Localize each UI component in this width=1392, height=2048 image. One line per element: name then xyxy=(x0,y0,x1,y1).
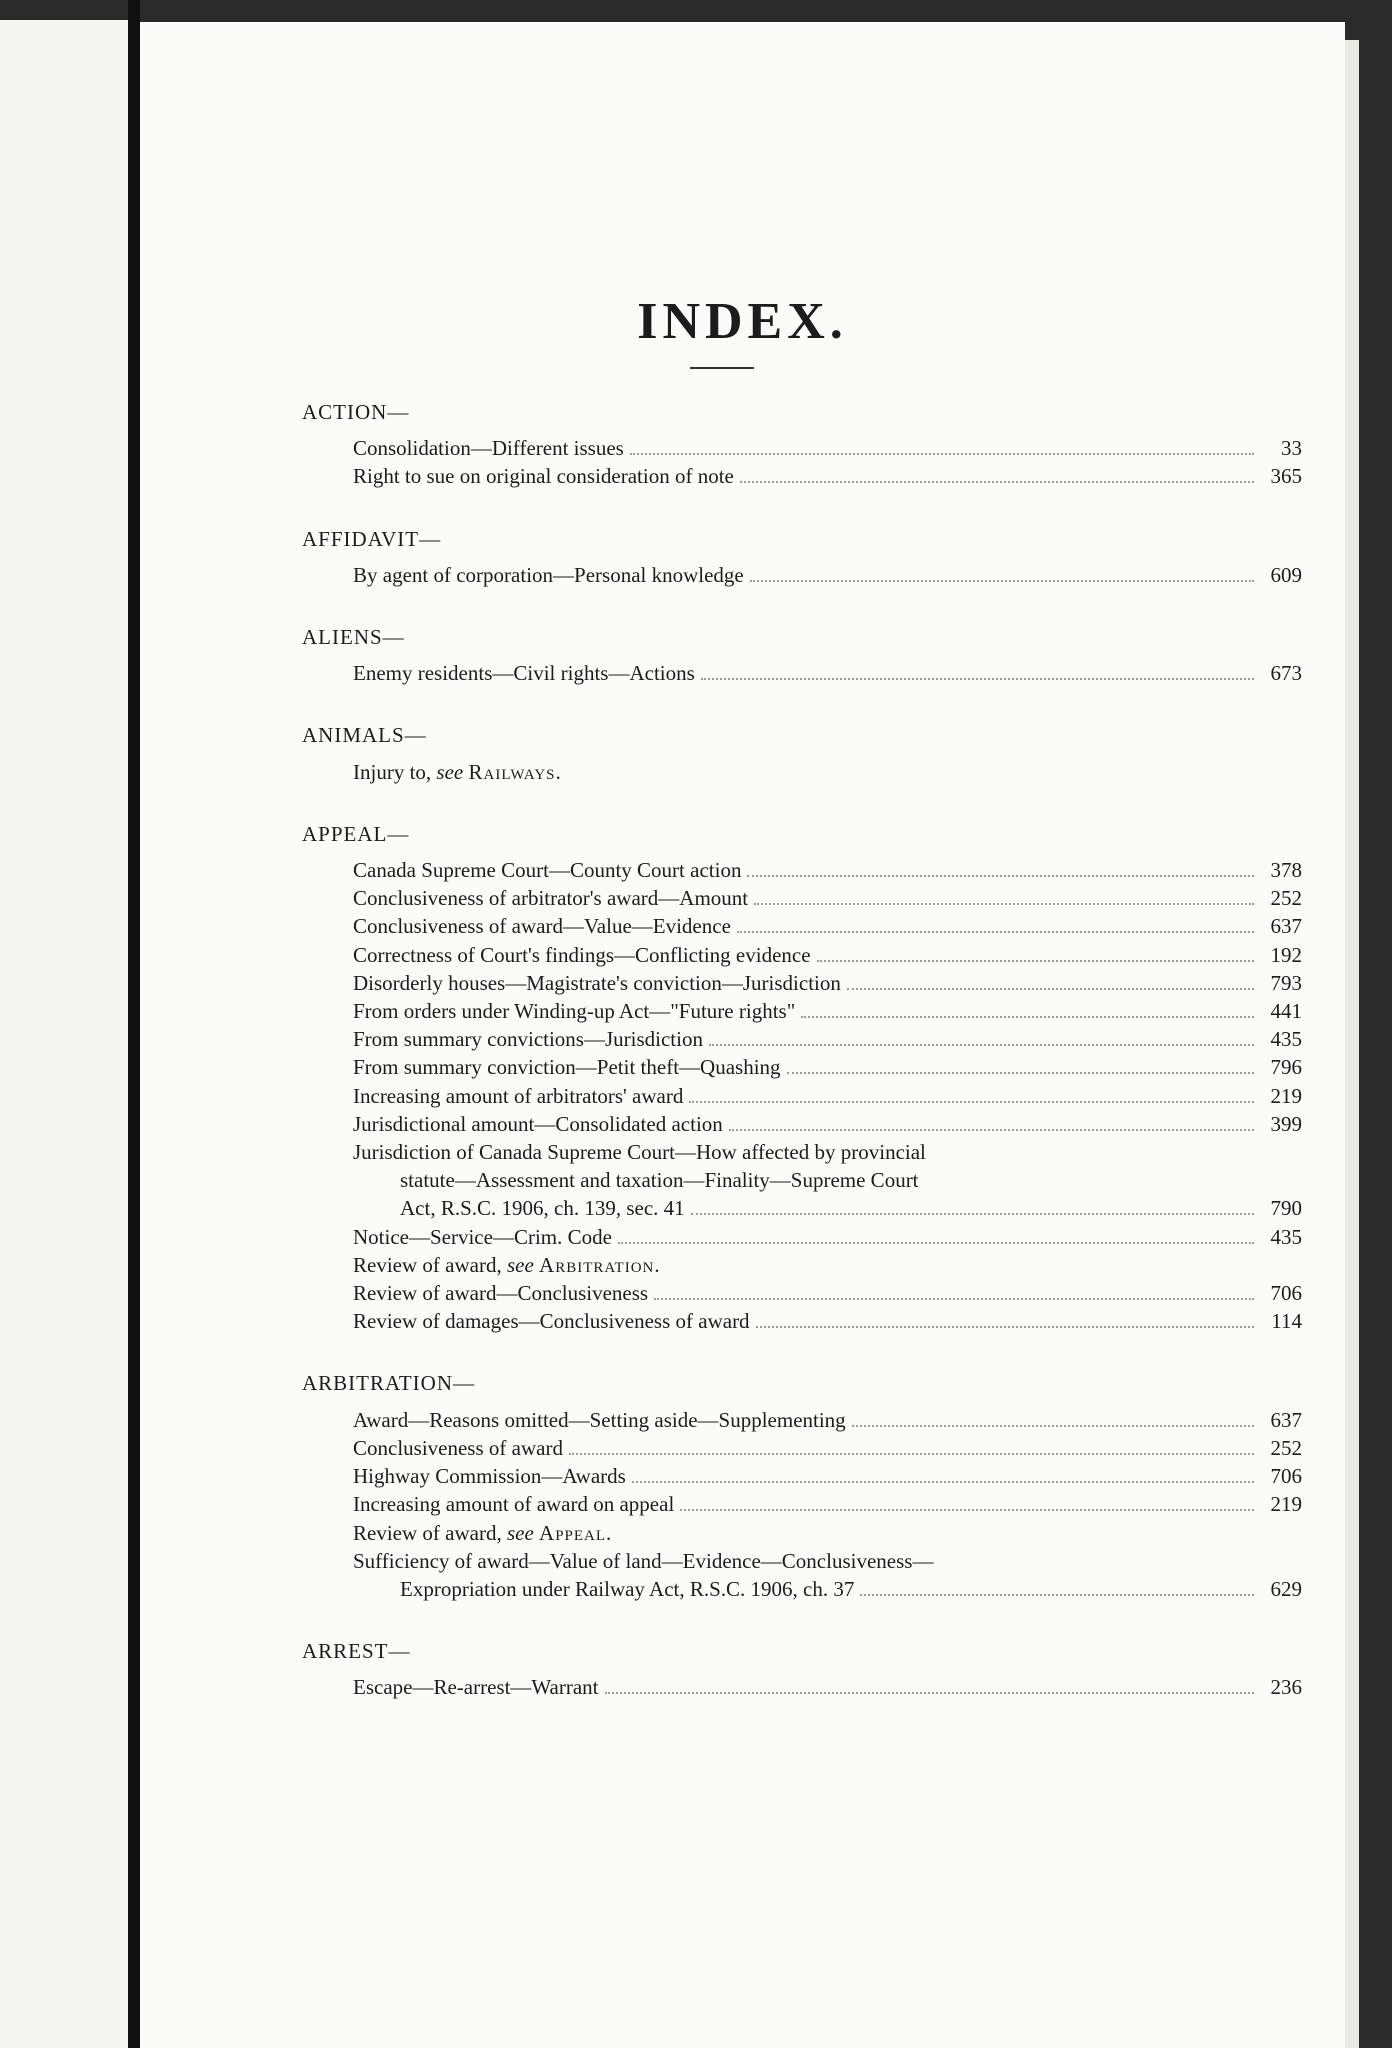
page-number: 114 xyxy=(1271,1309,1302,1334)
page-number: 252 xyxy=(1270,1435,1302,1460)
entry-text: Jurisdictional amount—Consolidated action xyxy=(353,1111,723,1136)
entry-text: Notice—Service—Crim. Code xyxy=(353,1224,612,1249)
cross-reference xyxy=(353,1251,1302,1279)
page-number: 796 xyxy=(1270,1055,1302,1080)
entry-text: Disorderly houses—Magistrate's conviction—Jurisdiction xyxy=(353,970,841,995)
page-number: 33 xyxy=(1281,436,1302,461)
see-label: see xyxy=(436,759,464,784)
see-label: see xyxy=(506,1252,534,1277)
section-heading: AFFIDAVIT— xyxy=(302,526,442,551)
entry-row xyxy=(353,1194,1302,1222)
index-entry xyxy=(302,1307,1302,1335)
index-entry xyxy=(302,462,1302,490)
entry-text: Consolidation—Different issues xyxy=(353,436,624,461)
index-entry xyxy=(302,561,1302,589)
index-entry xyxy=(302,1251,1302,1279)
leader-dots xyxy=(801,1016,1254,1018)
entry-text: Increasing amount of arbitrators' award xyxy=(353,1083,684,1108)
page-number: 252 xyxy=(1270,886,1302,911)
entry-text: Review of damages—Conclusiveness of award xyxy=(353,1309,750,1334)
entry-row xyxy=(353,1307,1302,1335)
entry-text: Injury to, xyxy=(353,759,437,784)
page-number: 219 xyxy=(1270,1083,1302,1108)
leader-dots xyxy=(569,1453,1254,1455)
index-entry xyxy=(302,1462,1302,1490)
leader-dots xyxy=(680,1509,1254,1511)
page-number: 706 xyxy=(1270,1281,1302,1306)
index-section xyxy=(302,820,1302,1336)
page-number: 435 xyxy=(1270,1224,1302,1249)
entry-row xyxy=(353,912,1302,940)
entry-row xyxy=(353,434,1302,462)
page-number: 793 xyxy=(1270,970,1302,995)
leader-dots xyxy=(852,1425,1254,1427)
index-entry xyxy=(302,969,1302,997)
page-number: 637 xyxy=(1270,1407,1302,1432)
entry-row xyxy=(353,997,1302,1025)
entry-row xyxy=(353,1110,1302,1138)
see-label: see xyxy=(506,1520,534,1545)
leader-dots xyxy=(630,453,1254,455)
leader-dots xyxy=(754,903,1254,905)
title-rule xyxy=(690,367,754,369)
index-entry xyxy=(302,884,1302,912)
index-entry xyxy=(302,912,1302,940)
index-entry xyxy=(302,1673,1302,1701)
entry-text: Conclusiveness of award—Value—Evidence xyxy=(353,914,731,939)
entry-text: Enemy residents—Civil rights—Actions xyxy=(353,661,695,686)
entry-text: Conclusiveness of award xyxy=(353,1435,563,1460)
entry-row xyxy=(353,1082,1302,1110)
index-section xyxy=(302,721,1302,785)
index-entry xyxy=(302,1025,1302,1053)
entry-text: Review of award—Conclusiveness xyxy=(353,1281,649,1306)
entry-row xyxy=(353,1279,1302,1307)
page-number: 365 xyxy=(1270,464,1302,489)
leader-dots xyxy=(691,1213,1254,1215)
cross-reference xyxy=(353,758,1302,786)
page-number: 192 xyxy=(1270,942,1302,967)
entry-text: Highway Commission—Awards xyxy=(353,1464,626,1489)
index-entry xyxy=(302,1110,1302,1138)
entry-text: Increasing amount of award on appeal xyxy=(353,1492,675,1517)
see-reference: Appeal. xyxy=(539,1520,613,1545)
page-number: 236 xyxy=(1270,1675,1302,1700)
section-heading: ARBITRATION— xyxy=(302,1371,475,1396)
index-section xyxy=(302,1637,1302,1701)
index-entry xyxy=(302,997,1302,1025)
entry-text: From summary conviction—Petit theft—Quashing xyxy=(353,1055,781,1080)
page-title: INDEX. xyxy=(637,293,848,350)
leader-dots xyxy=(737,931,1254,933)
cross-reference xyxy=(353,1519,1302,1547)
entry-text: Review of award, xyxy=(353,1252,507,1277)
leader-dots xyxy=(756,1326,1254,1328)
leader-dots xyxy=(860,1594,1254,1596)
entry-row xyxy=(353,1575,1302,1603)
leader-dots xyxy=(701,678,1254,680)
see-reference: Railways. xyxy=(468,759,562,784)
index-entry xyxy=(302,1434,1302,1462)
leader-dots xyxy=(750,580,1254,582)
entry-text-last: Expropriation under Railway Act, R.S.C. 1906, ch. 37 xyxy=(400,1576,855,1601)
leader-dots xyxy=(654,1298,1254,1300)
page-number: 441 xyxy=(1270,999,1302,1024)
index-entry xyxy=(302,659,1302,687)
index-entry xyxy=(302,1053,1302,1081)
index-section xyxy=(302,398,1302,491)
entry-row xyxy=(353,884,1302,912)
entry-text: Sufficiency of award—Value of land—Evidence—Conclusiveness— xyxy=(353,1548,934,1573)
section-heading: ALIENS— xyxy=(302,625,405,650)
leader-dots xyxy=(689,1101,1254,1103)
entry-text: From orders under Winding-up Act—"Future rights" xyxy=(353,999,796,1024)
page-number: 706 xyxy=(1270,1464,1302,1489)
entry-row xyxy=(353,462,1302,490)
entry-row xyxy=(353,1406,1302,1434)
leader-dots xyxy=(787,1072,1254,1074)
index-entry xyxy=(302,758,1302,786)
entry-row xyxy=(353,969,1302,997)
entry-text: Review of award, xyxy=(353,1520,507,1545)
index-entry xyxy=(302,1279,1302,1307)
leader-dots xyxy=(729,1129,1254,1131)
entry-text-last: Act, R.S.C. 1906, ch. 139, sec. 41 xyxy=(400,1196,685,1221)
index-section xyxy=(302,525,1302,589)
page-number: 609 xyxy=(1270,562,1302,587)
index-entry xyxy=(302,1547,1302,1603)
entry-row xyxy=(353,561,1302,589)
page-number: 435 xyxy=(1270,1027,1302,1052)
entry-text: Escape—Re-arrest—Warrant xyxy=(353,1675,599,1700)
page-number: 673 xyxy=(1270,661,1302,686)
index-entry xyxy=(302,434,1302,462)
section-heading: ANIMALS— xyxy=(302,723,427,748)
entry-text: Conclusiveness of arbitrator's award—Amount xyxy=(353,886,749,911)
index-entry xyxy=(302,1519,1302,1547)
entry-row xyxy=(353,856,1302,884)
section-heading: APPEAL— xyxy=(302,821,410,846)
facing-page xyxy=(0,20,128,2048)
page-edge xyxy=(1345,40,1359,2048)
index-entry xyxy=(302,1490,1302,1518)
index-entry xyxy=(302,1406,1302,1434)
book-binding xyxy=(128,0,140,2048)
leader-dots xyxy=(618,1242,1254,1244)
entry-text: Correctness of Court's findings—Conflicting evidence xyxy=(353,942,811,967)
index-section xyxy=(302,1369,1302,1603)
index-entry xyxy=(302,1223,1302,1251)
entry-text: By agent of corporation—Personal knowledge xyxy=(353,562,744,587)
entry-row xyxy=(353,1053,1302,1081)
entry-row xyxy=(353,1490,1302,1518)
entry-text: From summary convictions—Jurisdiction xyxy=(353,1027,703,1052)
entry-row xyxy=(353,1434,1302,1462)
page-number: 790 xyxy=(1270,1196,1302,1221)
index-entry xyxy=(302,1138,1302,1223)
entry-continuation: statute—Assessment and taxation—Finality—Supreme Court xyxy=(400,1168,919,1193)
leader-dots xyxy=(605,1692,1254,1694)
index-entry xyxy=(302,1082,1302,1110)
index-page xyxy=(140,22,1345,2048)
index-section xyxy=(302,623,1302,687)
section-heading: ARREST— xyxy=(302,1639,411,1664)
leader-dots xyxy=(632,1481,1254,1483)
entry-text: Jurisdiction of Canada Supreme Court—How affected by provincial xyxy=(353,1140,926,1165)
page-number: 219 xyxy=(1270,1492,1302,1517)
section-heading: ACTION— xyxy=(302,400,410,424)
entry-row xyxy=(353,1462,1302,1490)
page-number: 378 xyxy=(1270,858,1302,883)
page-number: 637 xyxy=(1270,914,1302,939)
entry-text: Canada Supreme Court—County Court action xyxy=(353,858,742,883)
index-entry xyxy=(302,941,1302,969)
leader-dots xyxy=(709,1044,1254,1046)
page-number: 629 xyxy=(1270,1576,1302,1601)
entry-row xyxy=(353,1673,1302,1701)
index-entries xyxy=(302,398,1302,1736)
entry-row xyxy=(353,941,1302,969)
leader-dots xyxy=(847,988,1254,990)
entry-row xyxy=(353,1025,1302,1053)
leader-dots xyxy=(740,481,1254,483)
leader-dots xyxy=(747,875,1254,877)
page-number: 399 xyxy=(1270,1111,1302,1136)
index-entry xyxy=(302,856,1302,884)
leader-dots xyxy=(817,960,1254,962)
entry-text: Right to sue on original consideration of note xyxy=(353,464,734,489)
entry-row xyxy=(353,1223,1302,1251)
see-reference: Arbitration. xyxy=(539,1252,661,1277)
entry-row xyxy=(353,659,1302,687)
entry-text: Award—Reasons omitted—Setting aside—Supplementing xyxy=(353,1407,846,1432)
